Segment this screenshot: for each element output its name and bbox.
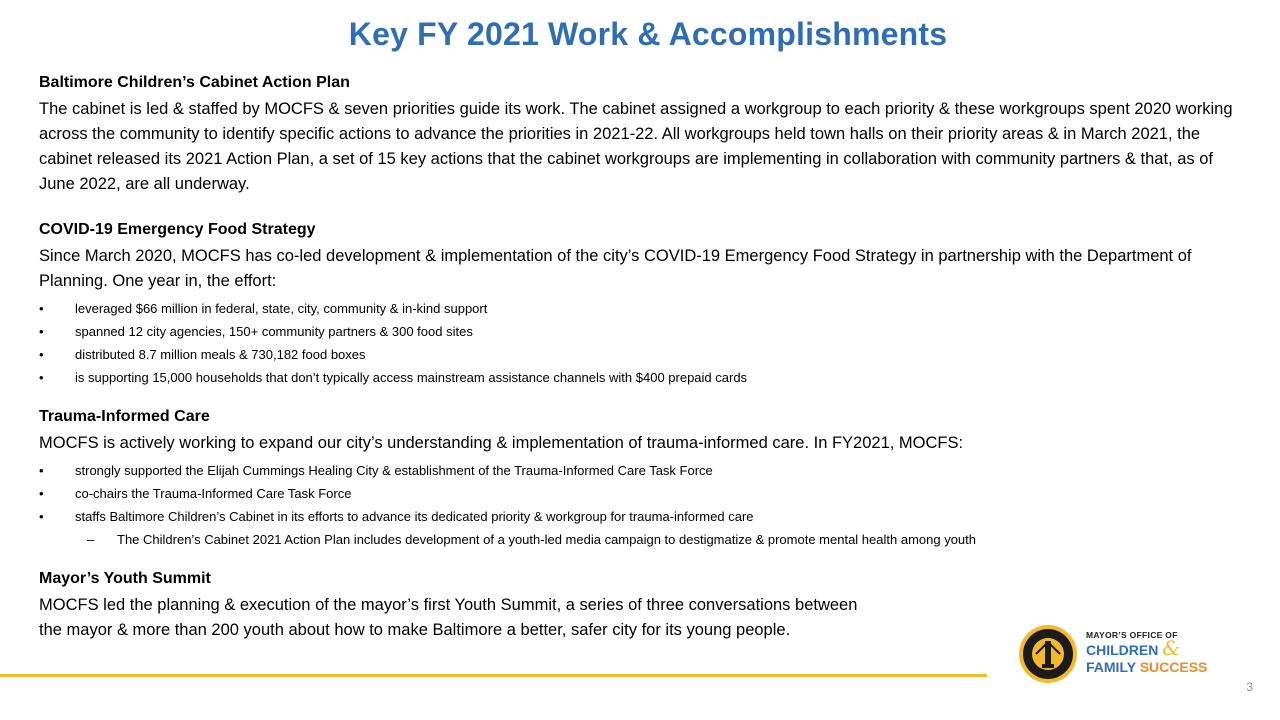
list-item — [39, 297, 1239, 320]
bullet-text: distributed 8.7 million meals & 730,182 food boxes — [75, 347, 366, 362]
sub-bullet-text: The Children’s Cabinet 2021 Action Plan includes development of a youth-led media campaign to destigmatize & promote mental health among youth — [117, 532, 976, 547]
section-paragraph-food-strategy: Since March 2020, MOCFS has co-led development & implementation of the city’s COVID-19 Emergency Food Strategy in partnership with the Department of Planning. One year in, the effort: — [39, 247, 1192, 290]
bullet-icon: • — [39, 486, 44, 501]
bullet-icon: • — [39, 301, 44, 316]
list-item — [39, 320, 1239, 343]
accent-divider — [0, 674, 987, 677]
youth-summit-line-2: the mayor & more than 200 youth about how to make Baltimore a better, safer city for its young people. — [39, 621, 791, 639]
logo-ampersand: & — [1162, 636, 1181, 660]
slide-title: Key FY 2021 Work & Accomplishments — [348, 16, 948, 52]
logo-line-3 — [1086, 659, 1207, 676]
section-heading-youth-summit: Mayor’s Youth Summit — [39, 570, 211, 587]
youth-summit-line-1: MOCFS led the planning & execution of the mayor’s first Youth Summit, a series of three conversations between — [39, 596, 858, 614]
bullet-text: strongly supported the Elijah Cummings Healing City & establishment of the Trauma-Informed Care Task Force — [75, 463, 713, 478]
section-heading-action-plan: Baltimore Children’s Cabinet Action Plan — [39, 74, 350, 91]
logo-success: SUCCESS — [1139, 659, 1208, 675]
bullet-icon: • — [39, 347, 44, 362]
food-strategy-bullet-list — [39, 297, 1239, 389]
logo-wordmark — [1086, 630, 1207, 676]
bullet-text: leveraged $66 million in federal, state, city, community & in-kind support — [75, 301, 488, 316]
slide-content — [39, 72, 1239, 643]
logo-line-2 — [1086, 636, 1207, 660]
list-item — [39, 459, 1239, 482]
mocfs-logo — [1018, 624, 1228, 688]
bullet-icon: • — [39, 509, 44, 524]
list-item — [39, 343, 1239, 366]
logo-children: CHILDREN — [1086, 642, 1159, 658]
page-number: 3 — [1246, 680, 1253, 694]
bullet-text: spanned 12 city agencies, 150+ community partners & 300 food sites — [75, 324, 473, 339]
bullet-text: is supporting 15,000 households that don’t typically access mainstream assistance channels with $400 prepaid cards — [75, 370, 748, 385]
section-paragraph-trauma-care: MOCFS is actively working to expand our city’s understanding & implementation of trauma-informed care. In FY2021, MOCFS: — [39, 434, 964, 452]
list-item — [39, 482, 1239, 505]
section-heading-food-strategy: COVID-19 Emergency Food Strategy — [39, 221, 316, 238]
bullet-icon: • — [39, 463, 44, 478]
list-item — [39, 366, 1239, 389]
list-item — [39, 505, 1239, 528]
sub-list-item — [39, 528, 1239, 551]
logo-family: FAMILY — [1086, 659, 1136, 675]
bullet-text: co-chairs the Trauma-Informed Care Task Force — [75, 486, 352, 501]
bullet-icon: • — [39, 370, 44, 385]
logo-line-1: MAYOR’S OFFICE OF — [1086, 630, 1178, 640]
section-heading-trauma-care: Trauma-Informed Care — [39, 408, 210, 425]
dash-icon: – — [87, 532, 95, 547]
city-seal-icon — [1018, 624, 1078, 684]
bullet-text: staffs Baltimore Children’s Cabinet in its efforts to advance its dedicated priority & workgroup for trauma-informed care — [75, 509, 754, 524]
section-paragraph-action-plan: The cabinet is led & staffed by MOCFS & seven priorities guide its work. The cabinet assigned a workgroup to each priority & these workgroups spent 2020 working across the community to identify specific actions to advance the priorities in 2021-22. All workgroups held town halls on their priority areas & in March 2021, the cabinet released its 2021 Action Plan, a set of 15 key actions that the cabinet workgroups are implementing in collaboration with community partners & that, as of June 2022, are all underway. — [39, 100, 1233, 193]
trauma-care-bullet-list — [39, 459, 1239, 551]
bullet-icon: • — [39, 324, 44, 339]
